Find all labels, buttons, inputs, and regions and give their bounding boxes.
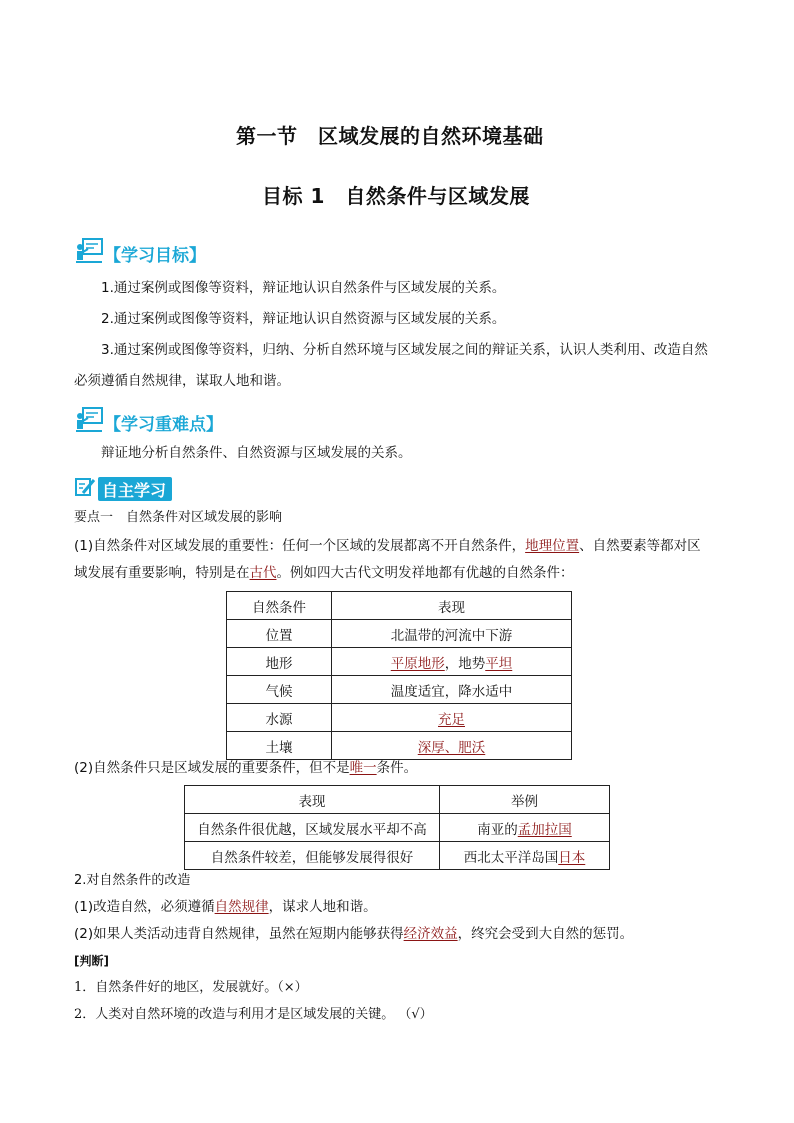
text: 西北太平洋岛国 [463, 849, 559, 866]
judge-q1: 1．自然条件好的地区，发展就好。（×） [74, 980, 308, 995]
point2-para2 [74, 924, 633, 944]
point2-para1 [74, 897, 377, 917]
section-goals-label: 【学习目标】 [104, 245, 206, 266]
table-cell: 地形 [227, 648, 332, 676]
table-row [185, 814, 610, 842]
text: 域发展有重要影响，特别是在 [74, 565, 250, 581]
section-focus-label: 【学习重难点】 [104, 414, 223, 435]
answer-text: 平坦 [485, 655, 513, 672]
text: ，谋求人地和谐。 [268, 899, 377, 915]
text: (1)自然条件对区域发展的重要性：任何一个区域的发展都离不开自然条件， [74, 538, 526, 554]
answer-text: 孟加拉国 [517, 821, 572, 838]
answer-natural-law: 自然规律 [214, 899, 269, 915]
point1-heading: 要点一 自然条件对区域发展的影响 [74, 510, 283, 525]
text: (1)改造自然，必须遵循 [74, 899, 215, 915]
answer-geo-location: 地理位置 [525, 538, 580, 554]
answer-text: 日本 [558, 849, 586, 866]
text: 。例如四大古代文明发祥地都有优越的自然条件： [276, 565, 574, 581]
table-cell: 位置 [227, 620, 332, 648]
text: 条件。 [376, 760, 418, 776]
answer-text: 深厚、肥沃 [417, 739, 486, 756]
focus-text: 辩证地分析自然条件、自然资源与区域发展的关系。 [101, 445, 412, 461]
table-header-row [227, 592, 572, 620]
edit-pen-icon [74, 476, 96, 502]
text: (2)如果人类活动违背自然规律，虽然在短期内能够获得 [74, 926, 404, 942]
answer-ancient: 古代 [249, 565, 277, 581]
page-title: 第一节 区域发展的自然环境基础 [236, 124, 544, 148]
text: 、自然要素等都对区 [579, 538, 701, 554]
table-cell [440, 814, 610, 842]
table-row [227, 732, 572, 760]
text: ，地势 [444, 655, 486, 672]
answer-text: 平原地形 [390, 655, 445, 672]
answer-text: 充足 [438, 711, 465, 728]
page-subtitle: 目标 1 自然条件与区域发展 [262, 184, 530, 208]
table-row [227, 704, 572, 732]
table-cell [440, 842, 610, 870]
table-cell [332, 704, 572, 732]
natural-conditions-table [226, 591, 572, 760]
point1-para1-line1 [74, 536, 701, 556]
table-row [227, 676, 572, 704]
text: 北温带的河流中下游 [390, 627, 513, 644]
table-header-cell: 表现 [185, 786, 440, 814]
goal-1: 1.通过案例或图像等资料，辩证地认识自然条件与区域发展的关系。 [101, 280, 506, 296]
point1-para1-line2 [74, 563, 574, 583]
section-self-study-header [74, 476, 172, 502]
table-cell: 水源 [227, 704, 332, 732]
table-header-row [185, 786, 610, 814]
goal-3-line2: 必须遵循自然规律，谋取人地和谐。 [74, 373, 290, 389]
table-cell [332, 648, 572, 676]
judge-q2: 2．人类对自然环境的改造与利用才是区域发展的关键。 （√） [74, 1007, 433, 1022]
answer-economic-benefit: 经济效益 [403, 926, 458, 942]
section-self-study-label: 自主学习 [98, 477, 172, 501]
table-cell: 气候 [227, 676, 332, 704]
section-goals-header [74, 237, 206, 269]
table-cell [332, 732, 572, 760]
table-row [227, 620, 572, 648]
text: 南亚的 [477, 821, 518, 838]
table-header-cell: 自然条件 [227, 592, 332, 620]
table-cell [332, 676, 572, 704]
section-focus-header [74, 406, 223, 438]
text: (2)自然条件只是区域发展的重要条件，但不是 [74, 760, 350, 776]
table-cell [332, 620, 572, 648]
point2-heading: 2.对自然条件的改造 [74, 873, 191, 888]
teacher-board-icon [74, 237, 104, 269]
table-cell: 自然条件较差，但能够发展得很好 [185, 842, 440, 870]
text: 温度适宜，降水适中 [390, 683, 513, 700]
goal-3-line1: 3.通过案例或图像等资料，归纳、分析自然环境与区域发展之间的辩证关系，认识人类利用、改造自然 [101, 342, 708, 358]
examples-table [184, 785, 610, 870]
table-header-cell: 举例 [440, 786, 610, 814]
judge-label: [判断] [74, 954, 109, 968]
table-cell: 自然条件很优越，区域发展水平却不高 [185, 814, 440, 842]
teacher-board-icon [74, 406, 104, 438]
answer-only: 唯一 [349, 760, 377, 776]
table-cell: 土壤 [227, 732, 332, 760]
table-row [185, 842, 610, 870]
goal-2: 2.通过案例或图像等资料，辩证地认识自然资源与区域发展的关系。 [101, 311, 506, 327]
table-header-cell: 表现 [332, 592, 572, 620]
point1-para2 [74, 758, 417, 778]
table-row [227, 648, 572, 676]
text: ，终究会受到大自然的惩罚。 [457, 926, 634, 942]
